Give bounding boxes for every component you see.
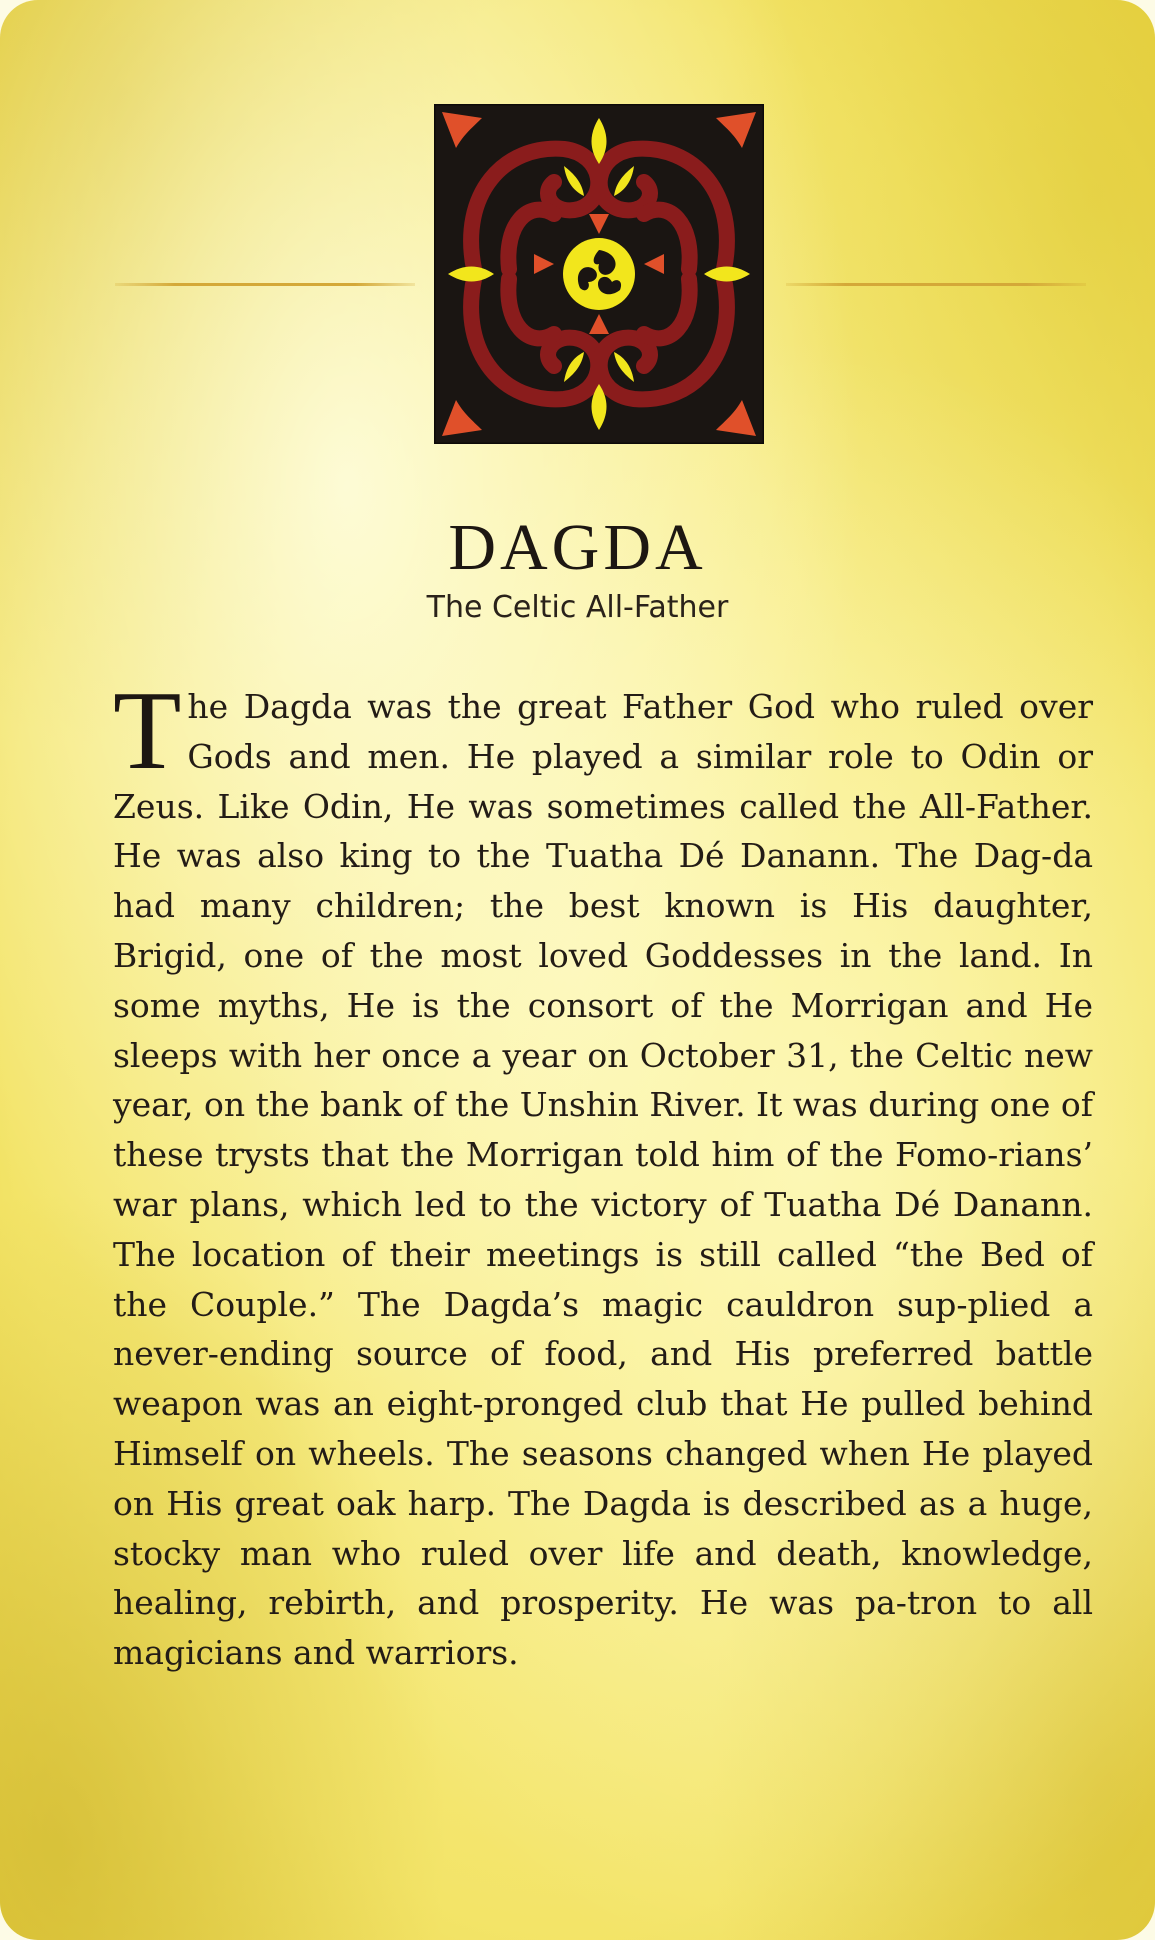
card-title: DAGDA bbox=[448, 511, 707, 584]
celtic-triskele-knot-icon bbox=[434, 104, 764, 444]
card-body-text bbox=[113, 669, 1093, 1678]
decorative-rule-left bbox=[115, 283, 415, 286]
body-paragraph: he Dagda was the great Father God who ruled over Gods and men. He played a similar role to Odin or Zeus. Like Odin, He was sometimes called the All-Father. He was also king to the Tuatha Dé Danann. The Dag-da had many children; the best known is His daughter, Brigid, one of the most loved Goddesses in the land. In some myths, He is the consort of the Morrigan and He sleeps with her once a year on October 31, the Celtic new year, on the bank of the Unshin River. It was during one of these trysts that the Morrigan told him of the Fomo-rians’ war plans, which led to the victory of Tuatha Dé Danann. The location of their meetings is still called “the Bed of the Couple.” The Dagda’s magic cauldron sup-plied a never-ending source of food, and His preferred battle weapon was an eight-pronged club that He pulled behind Himself on wheels. The seasons changed when He played on His great oak harp. The Dagda is described as a huge, stocky man who ruled over life and death, knowledge, healing, rebirth, and prosperity. He was pa-tron to all magicians and warriors. bbox=[113, 687, 1093, 1673]
decorative-rule-right bbox=[786, 283, 1086, 286]
card-subtitle: The Celtic All-Father bbox=[426, 590, 729, 625]
drop-cap-letter: T bbox=[113, 669, 182, 793]
